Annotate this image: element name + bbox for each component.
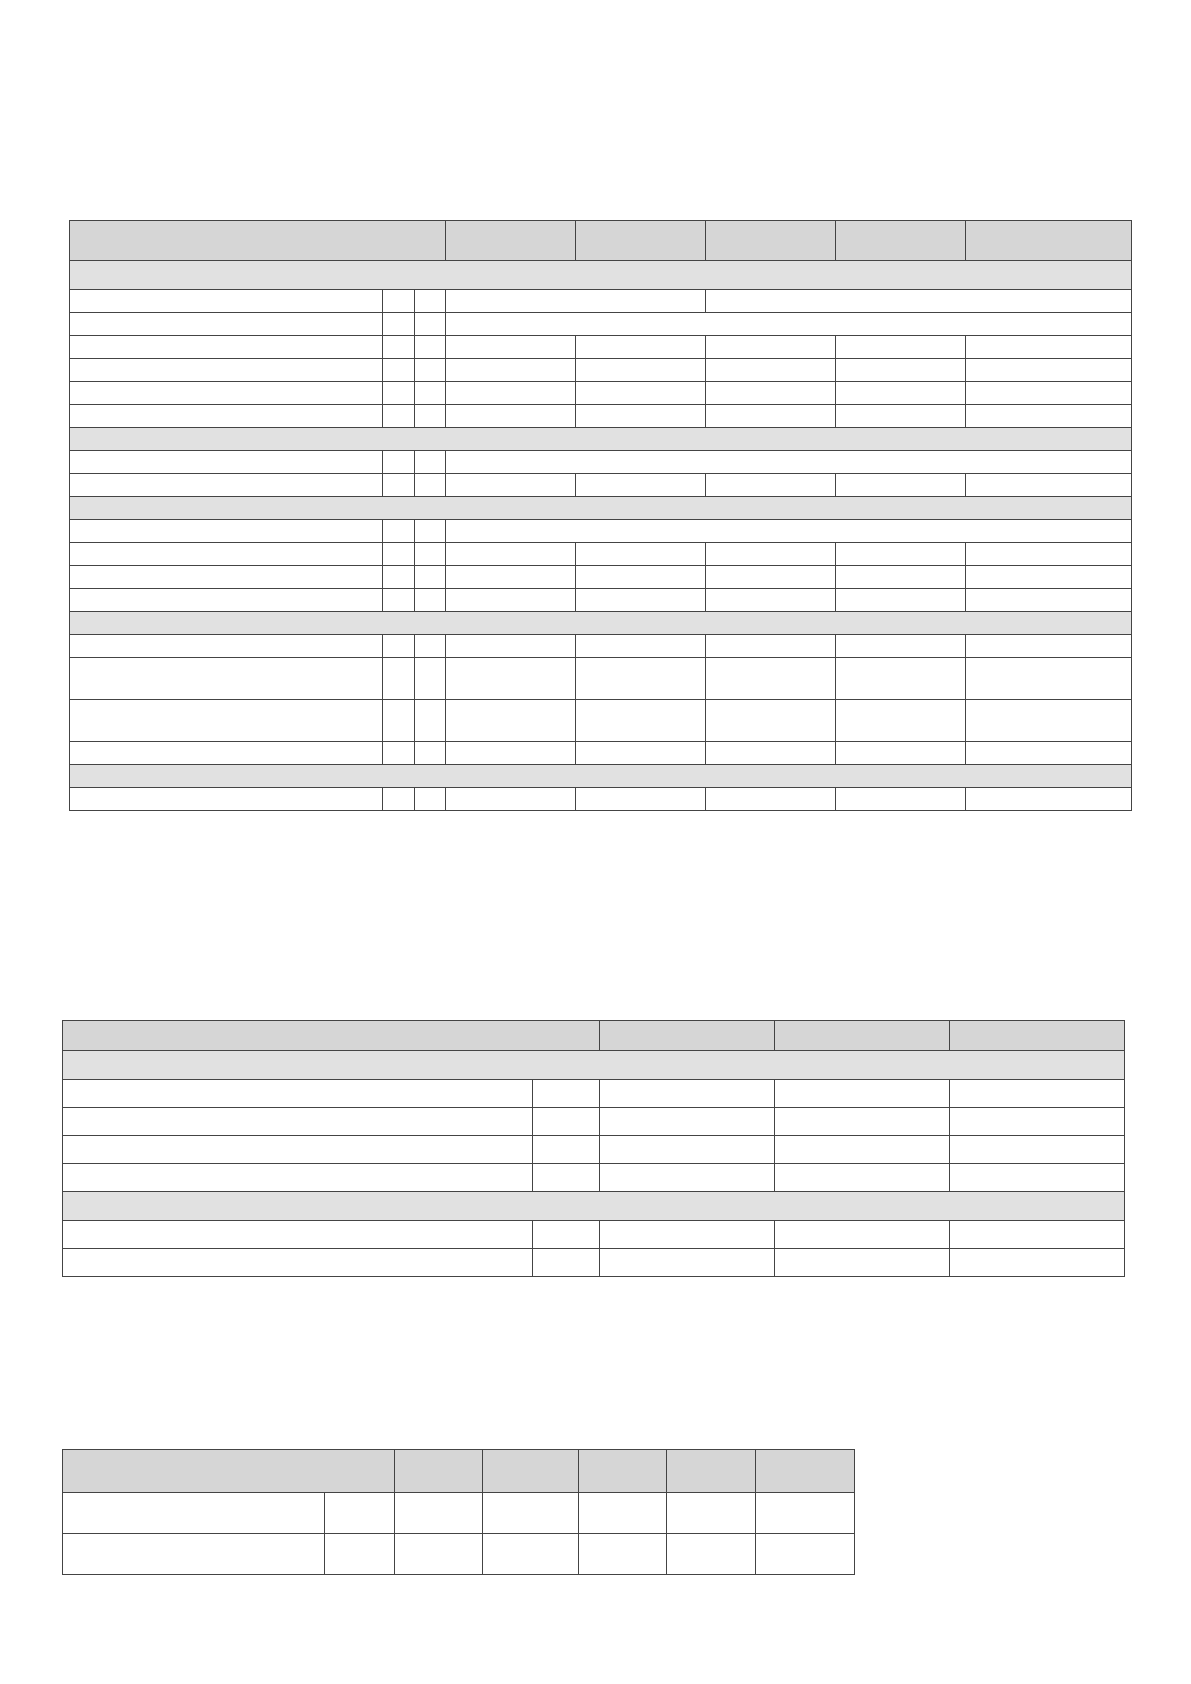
- row-label-cell: [63, 1108, 533, 1136]
- cell: [415, 700, 446, 742]
- cell: [415, 589, 446, 612]
- cell: [706, 700, 836, 742]
- row-label-cell: [70, 543, 383, 566]
- cell: [576, 336, 706, 359]
- cell: [383, 543, 415, 566]
- cell: [576, 788, 706, 811]
- row-label-cell: [70, 336, 383, 359]
- merged-cell: [446, 520, 1132, 543]
- section-row: [70, 612, 1132, 635]
- cell: [576, 589, 706, 612]
- cell: [836, 405, 966, 428]
- table-row: [70, 788, 1132, 811]
- cell: [600, 1249, 775, 1277]
- table-row: [70, 543, 1132, 566]
- cell: [415, 336, 446, 359]
- row-label-cell: [70, 474, 383, 497]
- table-row: [70, 566, 1132, 589]
- table-row: [70, 359, 1132, 382]
- cell: [446, 382, 576, 405]
- cell: [667, 1534, 756, 1575]
- header-cell: [483, 1450, 579, 1493]
- cell: [383, 742, 415, 765]
- section-cell: [63, 1192, 1125, 1221]
- row-label-cell: [63, 1221, 533, 1249]
- table-row: [63, 1493, 855, 1534]
- row-label-cell: [70, 382, 383, 405]
- header-cell: [579, 1450, 667, 1493]
- row-label-cell: [63, 1493, 325, 1534]
- row-label-cell: [70, 313, 383, 336]
- cell: [533, 1164, 600, 1192]
- table-row: [70, 405, 1132, 428]
- table-row: [70, 313, 1132, 336]
- section-cell: [70, 612, 1132, 635]
- cell: [706, 336, 836, 359]
- cell: [446, 742, 576, 765]
- cell: [415, 290, 446, 313]
- section-cell: [70, 261, 1132, 290]
- cell: [576, 405, 706, 428]
- cell: [600, 1108, 775, 1136]
- header-cell: [836, 221, 966, 261]
- table-2: [62, 1020, 1125, 1277]
- cell: [706, 382, 836, 405]
- cell: [775, 1108, 950, 1136]
- row-label-cell: [70, 589, 383, 612]
- section-row: [70, 765, 1132, 788]
- cell: [600, 1221, 775, 1249]
- table-row: [63, 1534, 855, 1575]
- cell: [446, 359, 576, 382]
- cell: [383, 336, 415, 359]
- cell: [415, 520, 446, 543]
- row-label-cell: [70, 742, 383, 765]
- cell: [706, 589, 836, 612]
- cell: [533, 1249, 600, 1277]
- table-row: [70, 635, 1132, 658]
- row-label-cell: [70, 290, 383, 313]
- row-label-cell: [70, 359, 383, 382]
- row-label-cell: [63, 1534, 325, 1575]
- table-3: [62, 1449, 855, 1575]
- cell: [325, 1534, 395, 1575]
- cell: [415, 543, 446, 566]
- cell: [836, 635, 966, 658]
- table-row: [70, 382, 1132, 405]
- header-cell: [446, 221, 576, 261]
- cell: [446, 405, 576, 428]
- cell: [576, 543, 706, 566]
- section-cell: [70, 765, 1132, 788]
- cell: [775, 1249, 950, 1277]
- cell: [600, 1164, 775, 1192]
- cell: [706, 359, 836, 382]
- cell: [836, 474, 966, 497]
- cell: [483, 1534, 579, 1575]
- cell: [383, 658, 415, 700]
- cell: [446, 566, 576, 589]
- section-row: [70, 428, 1132, 451]
- cell: [836, 543, 966, 566]
- row-label-cell: [70, 566, 383, 589]
- cell: [600, 1080, 775, 1108]
- cell: [950, 1221, 1125, 1249]
- cell: [576, 359, 706, 382]
- cell: [383, 635, 415, 658]
- cell: [836, 566, 966, 589]
- cell: [415, 451, 446, 474]
- cell: [756, 1534, 855, 1575]
- header-cell: [775, 1021, 950, 1051]
- cell: [706, 658, 836, 700]
- cell: [579, 1534, 667, 1575]
- cell: [415, 474, 446, 497]
- row-label-cell: [70, 700, 383, 742]
- merged-cell: [446, 290, 706, 313]
- table-row: [70, 589, 1132, 612]
- row-label-cell: [63, 1136, 533, 1164]
- cell: [576, 382, 706, 405]
- cell: [383, 566, 415, 589]
- cell: [383, 788, 415, 811]
- cell: [446, 700, 576, 742]
- section-row: [70, 261, 1132, 290]
- table-row: [70, 451, 1132, 474]
- table-row: [63, 1249, 1125, 1277]
- cell: [966, 566, 1132, 589]
- cell: [966, 658, 1132, 700]
- cell: [836, 359, 966, 382]
- cell: [533, 1136, 600, 1164]
- header-cell: [600, 1021, 775, 1051]
- table-row: [70, 290, 1132, 313]
- cell: [706, 405, 836, 428]
- cell: [383, 700, 415, 742]
- cell: [325, 1493, 395, 1534]
- row-label-cell: [70, 520, 383, 543]
- cell: [966, 742, 1132, 765]
- cell: [836, 742, 966, 765]
- row-label-cell: [63, 1249, 533, 1277]
- cell: [966, 405, 1132, 428]
- cell: [533, 1108, 600, 1136]
- section-row: [70, 497, 1132, 520]
- cell: [706, 566, 836, 589]
- table-row: [63, 1080, 1125, 1108]
- cell: [383, 405, 415, 428]
- cell: [966, 589, 1132, 612]
- cell: [415, 788, 446, 811]
- cell: [836, 658, 966, 700]
- cell: [446, 658, 576, 700]
- table-row: [70, 520, 1132, 543]
- cell: [383, 451, 415, 474]
- cell: [950, 1108, 1125, 1136]
- row-label-cell: [70, 451, 383, 474]
- section-cell: [70, 497, 1132, 520]
- cell: [415, 359, 446, 382]
- cell: [950, 1164, 1125, 1192]
- header-cell: [756, 1450, 855, 1493]
- header-row: [63, 1450, 855, 1493]
- row-label-cell: [70, 788, 383, 811]
- cell: [775, 1080, 950, 1108]
- cell: [836, 788, 966, 811]
- section-row: [63, 1051, 1125, 1080]
- cell: [579, 1493, 667, 1534]
- cell: [836, 700, 966, 742]
- cell: [966, 359, 1132, 382]
- row-label-cell: [70, 658, 383, 700]
- table-row: [70, 658, 1132, 700]
- header-cell: [966, 221, 1132, 261]
- cell: [576, 742, 706, 765]
- cell: [667, 1493, 756, 1534]
- header-cell: [706, 221, 836, 261]
- cell: [446, 788, 576, 811]
- section-row: [63, 1192, 1125, 1221]
- header-row: [63, 1021, 1125, 1051]
- cell: [706, 635, 836, 658]
- table-row: [63, 1136, 1125, 1164]
- cell: [966, 635, 1132, 658]
- cell: [383, 382, 415, 405]
- cell: [775, 1136, 950, 1164]
- cell: [966, 543, 1132, 566]
- cell: [415, 635, 446, 658]
- cell: [600, 1136, 775, 1164]
- cell: [395, 1534, 483, 1575]
- cell: [533, 1080, 600, 1108]
- cell: [576, 566, 706, 589]
- cell: [383, 359, 415, 382]
- cell: [395, 1493, 483, 1534]
- cell: [383, 474, 415, 497]
- row-label-cell: [70, 635, 383, 658]
- row-label-cell: [63, 1080, 533, 1108]
- header-cell: [395, 1450, 483, 1493]
- table-row: [70, 336, 1132, 359]
- row-label-cell: [63, 1164, 533, 1192]
- cell: [415, 405, 446, 428]
- cell: [706, 788, 836, 811]
- cell: [756, 1493, 855, 1534]
- cell: [383, 589, 415, 612]
- table-row: [70, 474, 1132, 497]
- cell: [533, 1221, 600, 1249]
- cell: [706, 474, 836, 497]
- cell: [415, 658, 446, 700]
- section-cell: [63, 1051, 1125, 1080]
- cell: [446, 635, 576, 658]
- cell: [775, 1164, 950, 1192]
- cell: [950, 1249, 1125, 1277]
- cell: [576, 474, 706, 497]
- header-cell: [63, 1021, 600, 1051]
- header-cell: [667, 1450, 756, 1493]
- cell: [446, 543, 576, 566]
- merged-cell: [446, 451, 1132, 474]
- cell: [966, 474, 1132, 497]
- cell: [836, 336, 966, 359]
- cell: [576, 635, 706, 658]
- table-1: [69, 220, 1132, 811]
- header-row: [70, 221, 1132, 261]
- table-row: [70, 742, 1132, 765]
- cell: [415, 566, 446, 589]
- cell: [966, 382, 1132, 405]
- cell: [706, 742, 836, 765]
- cell: [950, 1136, 1125, 1164]
- table-row: [63, 1221, 1125, 1249]
- cell: [836, 382, 966, 405]
- table-row: [70, 700, 1132, 742]
- cell: [950, 1080, 1125, 1108]
- cell: [415, 742, 446, 765]
- cell: [446, 474, 576, 497]
- cell: [576, 700, 706, 742]
- merged-cell: [706, 290, 1132, 313]
- cell: [383, 520, 415, 543]
- header-cell: [70, 221, 446, 261]
- cell: [383, 313, 415, 336]
- table-row: [63, 1164, 1125, 1192]
- section-cell: [70, 428, 1132, 451]
- row-label-cell: [70, 405, 383, 428]
- header-cell: [576, 221, 706, 261]
- cell: [483, 1493, 579, 1534]
- cell: [966, 336, 1132, 359]
- cell: [446, 336, 576, 359]
- cell: [415, 382, 446, 405]
- cell: [966, 788, 1132, 811]
- cell: [836, 589, 966, 612]
- merged-cell: [446, 313, 1132, 336]
- header-cell: [950, 1021, 1125, 1051]
- cell: [966, 700, 1132, 742]
- cell: [706, 543, 836, 566]
- cell: [383, 290, 415, 313]
- cell: [415, 313, 446, 336]
- header-cell: [63, 1450, 395, 1493]
- cell: [775, 1221, 950, 1249]
- cell: [446, 589, 576, 612]
- cell: [576, 658, 706, 700]
- table-row: [63, 1108, 1125, 1136]
